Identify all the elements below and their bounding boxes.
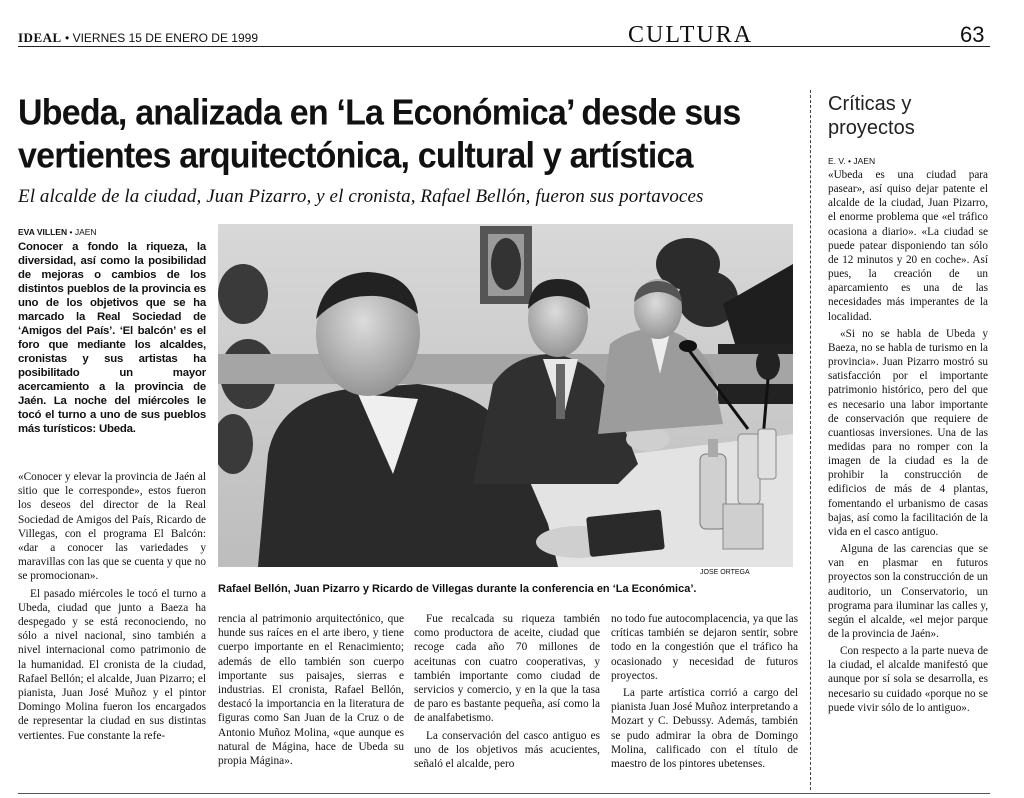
body-column-1 — [18, 470, 206, 746]
conference-photo-image — [218, 224, 793, 567]
sidebar-byline-author: E. V. — [828, 156, 846, 166]
sidebar-body — [828, 168, 988, 718]
sidebar-paragraph: «Ubeda es una ciudad para pasear», así quiso dejar patente el alcalde de la ciudad, Juan Pizarro, el enorme problema que «el tráfico ocasiona a diario». «La ciudad se puede patear disponiendo tan sólo de 12 minutos y 20 en coche». Así pues, la creación de un aparcamiento es una de las necesidades más imperantes de la localidad. — [828, 169, 988, 323]
photo-caption: Rafael Bellón, Juan Pizarro y Ricardo de Villegas durante la conferencia en ‘La Económica’. — [218, 583, 697, 595]
sidebar-title: Críticas y proyectos — [828, 93, 915, 139]
article-lead: Conocer a fondo la riqueza, la diversidad, así como la posibilidad de mejoras o cambios de los distintos pueblos de la provincia es uno de los objetivos que se ha marcado la Real Sociedad de ‘Amigos del País’. ‘El balcón’ es el foro que mediante los alcaldes, cronistas y sus artistas ha posibilitado un mayor acercamiento a la provincia de Jaén. La noche del miércoles le tocó el turno a uno de sus pueblos más turísticos: Ubeda. — [18, 241, 206, 435]
page-header-left — [18, 30, 258, 46]
body-paragraph: rencia al patrimonio arquitectónico, que hunde sus raíces en el arte ibero, y tiene cuerpo importante en el Renacimiento; además de ello también son cuerpo importante sus paisajes, sierras e industrias. El cronista, Rafael Bellón, destacó la importancia en la literatura de figuras como San Juan de la Cruz o de Antonio Muñoz Molina, «que aunque es natural de Mágina, hace de Ubeda su propia Mágina». — [218, 613, 404, 768]
body-column-4 — [611, 612, 798, 774]
article-headline: Ubeda, analizada en ‘La Económica’ desde sus vertientes arquitectónica, cultural y artística — [18, 93, 741, 176]
header-bullet: • — [65, 31, 73, 45]
photo-credit: JOSE ORTEGA — [700, 569, 750, 576]
section-title: CULTURA — [628, 22, 754, 48]
footer-rule — [18, 793, 990, 794]
body-paragraph: La parte artística corrió a cargo del pianista Juan José Muñoz interpretando a Mozart y C. Debussy. Además, también se pudo admirar la obra de Domingo Molina, calificado con el título de maestro de los pintores ubetenses. — [611, 687, 798, 771]
article-byline — [18, 227, 97, 237]
body-column-2 — [218, 612, 404, 771]
body-paragraph: El pasado miércoles le tocó el turno a Ubeda, ciudad que junto a Baeza ha despegado y se está reconociendo, no sólo a nivel nacional, sino también a nivel internacional como patrimonio de la humanidad. El cronista de la ciudad, Rafael Bellón; el alcalde, Juan Pizarro; el pianista, Juan José Muñoz y el pintor Domingo Molina fueron los encargados de representar la ciudad en sus distintas vertientes. Fue constante la refe- — [18, 587, 206, 742]
page-number: 63 — [960, 22, 985, 47]
byline-bullet: • — [69, 227, 75, 237]
sidebar-paragraph: Alguna de las carencias que se van en plasmar en futuros proyectos son la construcción de un auditorio, un Conservatorio, un programa para iluminar las calles y, según el alcalde, «el mejor parque de la provincia de Jaén». — [828, 543, 989, 640]
byline-place: JAEN — [74, 227, 97, 237]
sidebar-divider — [810, 90, 811, 790]
newspaper-brand: IDEAL — [18, 30, 62, 45]
body-paragraph: no todo fue autocomplacencia, ya que las críticas también se dejaron sentir, sobre todo en la congestión que el tráfico ha ocasionado y necesidad de futuros proyectos. — [611, 613, 798, 682]
sidebar-byline-bullet: • — [848, 156, 854, 166]
body-paragraph: «Conocer y elevar la provincia de Jaén al sitio que le corresponde», estos fueron los deseos del director de la Real Sociedad de Amigos del País, Ricardo de Villegas, con el programa El Balcón: «dar a conocer las variedades y maravillas con las que se cuenta y que no se promocionan». — [18, 471, 206, 583]
article-subhead: El alcalde de la ciudad, Juan Pizarro, y el cronista, Rafael Bellón, fueron sus portavoces — [18, 186, 704, 207]
header-rule — [18, 46, 990, 47]
issue-date: VIERNES 15 DE ENERO DE 1999 — [72, 31, 258, 45]
conference-photo — [218, 224, 793, 567]
byline-author: EVA VILLEN — [18, 227, 68, 237]
body-paragraph: La conservación del casco antiguo es uno de los objetivos más acucientes, señaló el alcalde, pero — [414, 729, 600, 771]
body-column-3 — [414, 612, 600, 774]
sidebar-paragraph: Con respecto a la parte nueva de la ciudad, el alcalde manifestó que aunque por sí sola se desarrolla, es necesario su cuidado «porque no se puede vivir sólo de lo antiguo». — [828, 645, 988, 714]
sidebar-byline-place: JAEN — [853, 156, 876, 166]
sidebar-byline — [828, 156, 875, 166]
sidebar-paragraph: «Si no se habla de Ubeda y Baeza, no se habla de turismo en la provincia». Juan Pizarro mostró su satisfacción por el importante patrimonio histórico, pero del que es necesario una labor importante de conservación que requiere de cuantiosas inversiones. Una de las medidas para no romper con la imagen de la ciudad es la de prohibir la construcción de edificios de más de 4 plantas, fomentando el urbanismo de casas bajas, así como la facilitación de la vida en el casco antiguo. — [828, 327, 988, 538]
body-paragraph: Fue recalcada su riqueza también como productora de aceite, ciudad que recoge cada año 70 millones de aceitunas con cuatro cooperativas, y también importante como ciudad de servicios y comercio, y en la que la tasa de paro es bastante pequeña, así como la de analfabetismo. — [414, 613, 600, 725]
